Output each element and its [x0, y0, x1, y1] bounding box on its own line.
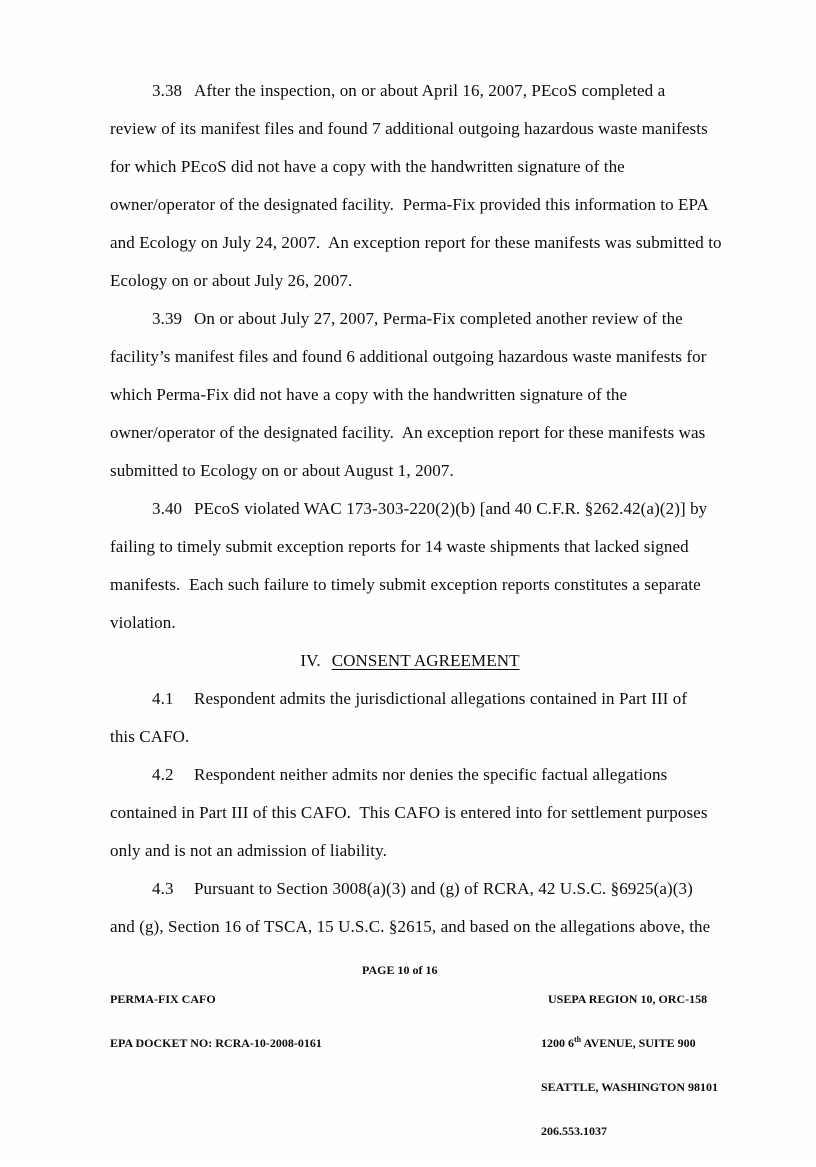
paragraph-line-text: which Perma-Fix did not have a copy with the handwritten signature of the	[110, 385, 628, 404]
paragraph-line-text: Pursuant to Section 3008(a)(3) and (g) of RCRA, 42 U.S.C. §6925(a)(3)	[194, 879, 693, 898]
paragraph-3-40	[110, 490, 710, 642]
paragraph-line-text: and Ecology on July 24, 2007. An exception report for these manifests was submitted to	[110, 233, 722, 252]
paragraph-4-2	[110, 756, 710, 870]
footer-street-line	[541, 1036, 718, 1051]
paragraph-first-line	[110, 680, 710, 718]
document-body	[110, 72, 722, 946]
footer-left-block	[110, 963, 322, 1080]
paragraph-line-text: Respondent neither admits nor denies the specific factual allegations	[194, 765, 668, 784]
paragraph-line-text: contained in Part III of this CAFO. This CAFO is entered into for settlement purposes	[110, 803, 708, 822]
paragraph-line-text: failing to timely submit exception reports for 14 waste shipments that lacked signed	[110, 537, 689, 556]
paragraph-line-text: facility’s manifest files and found 6 additional outgoing hazardous waste manifests for	[110, 347, 707, 366]
footer-street-prefix: 1200 6	[541, 1035, 574, 1050]
paragraph-line-text: only and is not an admission of liability.	[110, 841, 387, 860]
paragraph-3-38	[110, 72, 722, 300]
paragraph-first-line	[110, 490, 710, 528]
paragraph-number: 4.2	[152, 765, 174, 784]
paragraph-first-line	[110, 72, 710, 110]
paragraph-line-text: manifests. Each such failure to timely submit exception reports constitutes a separate	[110, 575, 701, 594]
footer-phone-line: 206.553.1037	[541, 1123, 607, 1138]
paragraph-first-line	[110, 870, 710, 908]
paragraph-line-text: owner/operator of the designated facility. Perma-Fix provided this information to EPA	[110, 195, 709, 214]
paragraph-line-text: owner/operator of the designated facility. An exception report for these manifests was	[110, 423, 706, 442]
paragraph-number: 3.38	[152, 81, 183, 100]
paragraph-line-text: violation.	[110, 613, 176, 632]
paragraph-line-text: Ecology on or about July 26, 2007.	[110, 271, 353, 290]
footer-docket-number: EPA DOCKET NO: RCRA-10-2008-0161	[110, 1035, 322, 1050]
paragraph-first-line	[110, 756, 710, 794]
paragraph-3-39	[110, 300, 710, 490]
footer-address-block	[541, 963, 718, 1167]
footer-case-title: PERMA-FIX CAFO	[110, 992, 216, 1007]
paragraph-line-text: PEcoS violated WAC 173-303-220(2)(b) [and 40 C.F.R. §262.42(a)(2)] by	[194, 499, 708, 518]
footer-page-number: PAGE 10 of 16	[362, 963, 438, 977]
paragraph-4-3	[110, 870, 710, 946]
paragraph-4-1	[110, 680, 710, 756]
paragraph-line-text: On or about July 27, 2007, Perma-Fix completed another review of the	[194, 309, 683, 328]
paragraph-line-text: After the inspection, on or about April 16, 2007, PEcoS completed a	[194, 81, 666, 100]
section-number: IV.	[300, 651, 321, 670]
paragraph-line-text: Respondent admits the jurisdictional allegations contained in Part III of	[194, 689, 688, 708]
paragraph-number: 3.39	[152, 309, 183, 328]
paragraph-line-text: this CAFO.	[110, 727, 190, 746]
section-heading	[110, 642, 710, 680]
paragraph-number: 4.3	[152, 879, 174, 898]
footer-office-line: USEPA REGION 10, ORC-158	[548, 992, 708, 1007]
paragraph-line-text: and (g), Section 16 of TSCA, 15 U.S.C. §2615, and based on the allegations above, the	[110, 917, 711, 936]
paragraph-first-line	[110, 300, 710, 338]
footer-street-suffix: AVENUE, SUITE 900	[581, 1035, 696, 1050]
paragraph-line-text: for which PEcoS did not have a copy with the handwritten signature of the	[110, 157, 625, 176]
footer-street-ordinal: th	[574, 1034, 582, 1044]
paragraph-line-text: review of its manifest files and found 7 additional outgoing hazardous waste manifests	[110, 119, 708, 138]
paragraph-line-text: submitted to Ecology on or about August 1, 2007.	[110, 461, 454, 480]
paragraph-number: 3.40	[152, 499, 183, 518]
paragraph-number: 4.1	[152, 689, 174, 708]
footer-city-line: SEATTLE, WASHINGTON 98101	[541, 1079, 719, 1094]
section-title: CONSENT AGREEMENT	[331, 651, 520, 670]
